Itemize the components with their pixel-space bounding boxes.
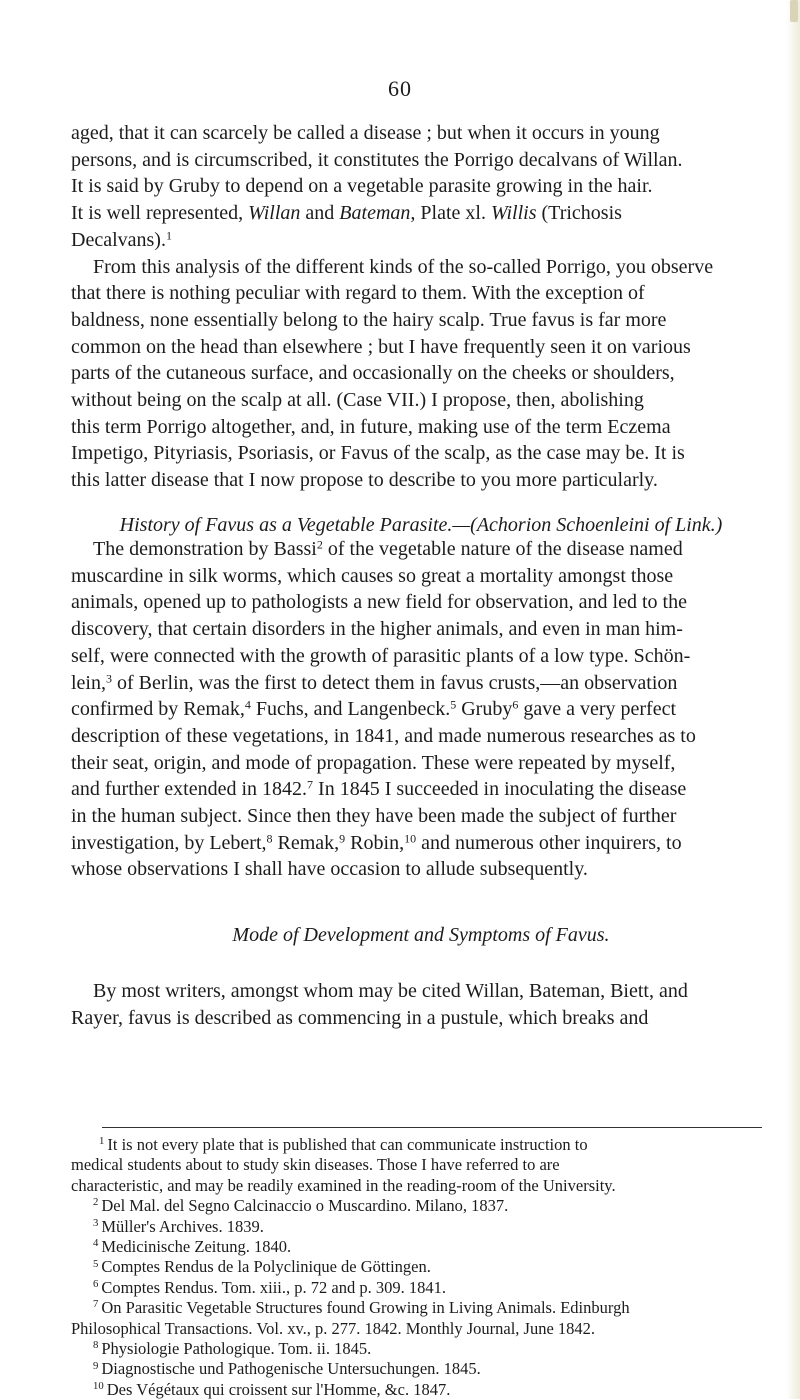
text-run: Rayer, favus is described as commencing in a pustule, which breaks and [71, 1006, 649, 1029]
paragraph-development [71, 978, 771, 1031]
text-line [71, 307, 771, 334]
footnote-line [71, 1237, 771, 1257]
text-run: The demonstration by Bassi [93, 538, 317, 560]
text-run: of the vegetable nature of the disease named [322, 538, 683, 560]
text-run: whose observations I shall have occasion to allude subsequently. [71, 858, 588, 881]
footnote-reference: 3 [106, 670, 112, 685]
text-run: Comptes Rendus. Tom. xiii., p. 72 and p. 309. 1841. [101, 1277, 446, 1297]
footnotes [71, 1135, 771, 1400]
text-run: and [300, 202, 340, 225]
text-run: Medicinische Zeitung. 1840. [101, 1237, 292, 1257]
text-line [71, 830, 771, 857]
text-run: self, were connected with the growth of parasitic plants of a low type. Schön- [71, 644, 691, 667]
text-line [71, 440, 771, 467]
text-run: this latter disease that I now propose to describe to you more particularly. [71, 469, 658, 492]
footnote-reference: 5 [450, 697, 457, 712]
text-run: description of these vegetations, in 1841, and made numerous researches as to [71, 724, 696, 747]
text-run: persons, and is circumscribed, it constitutes the Porrigo decalvans of Willan. [71, 148, 683, 171]
text-run: It is said by Gruby to depend on a vegetable parasite growing in the hair. [71, 175, 653, 198]
text-line [71, 147, 771, 174]
footnote-reference: 6 [512, 697, 519, 712]
text-run: their seat, origin, and mode of propagation. These were repeated by myself, [71, 751, 676, 774]
text-line [71, 280, 771, 307]
section-heading-history: History of Favus as a Vegetable Parasite.—(Achorion Schoenleini of Link.) [119, 514, 723, 536]
text-run: baldness, none essentially belong to the hairy scalp. True favus is far more [71, 308, 667, 331]
footnote-line [71, 1339, 771, 1359]
footnote-reference: 4 [244, 697, 251, 712]
footnote-reference: 8 [266, 831, 273, 846]
footnote-line [71, 1298, 771, 1318]
text-line [71, 334, 771, 361]
text-line [71, 978, 771, 1005]
footnote-line [71, 1257, 771, 1277]
footnote-reference: 7 [307, 777, 314, 792]
text-line [71, 120, 771, 147]
text-line [71, 803, 771, 830]
footnote-reference: 1 [99, 1135, 105, 1148]
footnote-divider [102, 1127, 762, 1128]
italic-citation: Willis [490, 202, 537, 225]
text-line [71, 856, 771, 883]
footnote-reference: 6 [93, 1277, 99, 1290]
text-run: Remak, [272, 831, 340, 854]
text-run: Robin, [345, 831, 405, 854]
text-line [71, 696, 771, 723]
text-run: medical students about to study skin diseases. Those I have referred to are [71, 1155, 560, 1175]
text-run: On Parasitic Vegetable Structures found Growing in Living Animals. Edinburgh [101, 1298, 630, 1318]
text-line [71, 536, 771, 563]
text-run: Des Végétaux qui croissent sur l'Homme, &c. 1847. [106, 1379, 451, 1399]
footnote-reference: 3 [93, 1216, 99, 1229]
footnote-reference: 2 [93, 1196, 99, 1209]
text-line [71, 643, 771, 670]
text-line [71, 563, 771, 590]
text-line [71, 1005, 771, 1032]
text-line [71, 414, 771, 441]
footnote-reference: 8 [93, 1339, 99, 1352]
text-run: By most writers, amongst whom may be cited Willan, Bateman, Biett, and [93, 980, 688, 1002]
text-run: Del Mal. del Segno Calcinaccio o Muscardino. Milano, 1837. [101, 1196, 509, 1216]
text-run: and numerous other inquirers, to [416, 831, 682, 854]
paragraph-history [71, 536, 771, 883]
italic-citation: Bateman [339, 202, 411, 225]
text-line [71, 200, 771, 227]
text-run: Decalvans). [71, 228, 166, 251]
footnote-line [71, 1217, 771, 1237]
text-run: animals, opened up to pathologists a new field for observation, and led to the [71, 591, 687, 614]
text-line [71, 670, 771, 697]
text-run: Gruby [456, 698, 513, 721]
text-line [71, 723, 771, 750]
footnote-reference: 1 [165, 228, 172, 243]
page-edge-shadow [786, 0, 800, 1399]
footnote-line [71, 1380, 771, 1400]
text-run: In 1845 I succeeded in inoculating the disease [313, 778, 687, 801]
text-run: From this analysis of the different kinds of the so-called Porrigo, you observe [93, 255, 714, 278]
italic-citation: Willan [248, 202, 301, 225]
text-run: lein, [71, 671, 106, 694]
text-run: , Plate xl. [410, 202, 491, 225]
text-run: parts of the cutaneous surface, and occasionally on the cheeks or shoulders, [71, 362, 675, 385]
footnote-reference: 2 [316, 537, 323, 552]
footnote-reference: 4 [93, 1237, 99, 1250]
text-run: Physiologie Pathologique. Tom. ii. 1845. [101, 1339, 372, 1359]
text-run: characteristic, and may be readily examined in the reading-room of the University. [71, 1175, 616, 1195]
text-run: of Berlin, was the first to detect them in favus crusts,—an observation [112, 671, 678, 694]
footnote-line [71, 1319, 771, 1339]
footnote-reference: 10 [93, 1379, 104, 1392]
text-line [71, 387, 771, 414]
footnote-reference: 5 [93, 1257, 99, 1270]
text-run: Fuchs, and Langenbeck. [250, 698, 451, 721]
paragraph-porrigo [71, 120, 771, 494]
text-run: this term Porrigo altogether, and, in future, making use of the term Eczema [71, 415, 671, 438]
text-line [71, 589, 771, 616]
text-run: discovery, that certain disorders in the higher animals, and even in man him- [71, 618, 683, 641]
text-line [71, 173, 771, 200]
footnote-line [71, 1278, 771, 1298]
text-line [71, 254, 771, 281]
text-run: Comptes Rendus de la Polyclinique de Göttingen. [101, 1257, 431, 1277]
text-run: (Trichosis [536, 202, 622, 225]
text-run: investigation, by Lebert, [71, 831, 267, 854]
footnote-line [71, 1359, 771, 1379]
text-run: muscardine in silk worms, which causes so great a mortality amongst those [71, 564, 674, 587]
text-run: that there is nothing peculiar with regard to them. With the exception of [71, 282, 645, 305]
footnote-line [71, 1176, 771, 1196]
text-run: in the human subject. Since then they have been made the subject of further [71, 805, 677, 828]
text-run: and further extended in 1842. [71, 778, 308, 801]
text-run: Müller's Archives. 1839. [101, 1216, 264, 1236]
text-run: gave a very perfect [518, 698, 677, 721]
section-heading-development: Mode of Development and Symptoms of Favus. [232, 924, 610, 946]
text-line [71, 616, 771, 643]
text-line [71, 750, 771, 777]
text-run: Impetigo, Pityriasis, Psoriasis, or Favus of the scalp, as the case may be. It is [71, 442, 685, 465]
text-run: Diagnostische und Pathogenische Untersuchungen. 1845. [101, 1359, 481, 1379]
footnote-line [71, 1196, 771, 1216]
footnote-reference: 9 [93, 1359, 99, 1372]
footnote-reference: 10 [404, 831, 417, 846]
footnote-reference: 7 [93, 1298, 99, 1311]
text-run: aged, that it can scarcely be called a disease ; but when it occurs in young [71, 122, 660, 144]
text-run: It is well represented, [71, 202, 249, 225]
footnote-reference: 9 [339, 831, 346, 846]
text-run: common on the head than elsewhere ; but I have frequently seen it on various [71, 335, 691, 358]
page-edge-mark [790, 0, 798, 22]
footnote-line [71, 1135, 771, 1155]
text-line [71, 360, 771, 387]
footnote-line [71, 1155, 771, 1175]
text-run: It is not every plate that is published that can communicate instruction to [107, 1135, 588, 1154]
page-number: 60 [388, 76, 412, 101]
text-line [71, 227, 771, 254]
text-line [71, 776, 771, 803]
text-run: Philosophical Transactions. Vol. xv., p. 277. 1842. Monthly Journal, June 1842. [71, 1318, 596, 1338]
text-run: without being on the scalp at all. (Case VII.) I propose, then, abolishing [71, 389, 644, 412]
text-run: confirmed by Remak, [71, 698, 245, 721]
text-line [71, 467, 771, 494]
